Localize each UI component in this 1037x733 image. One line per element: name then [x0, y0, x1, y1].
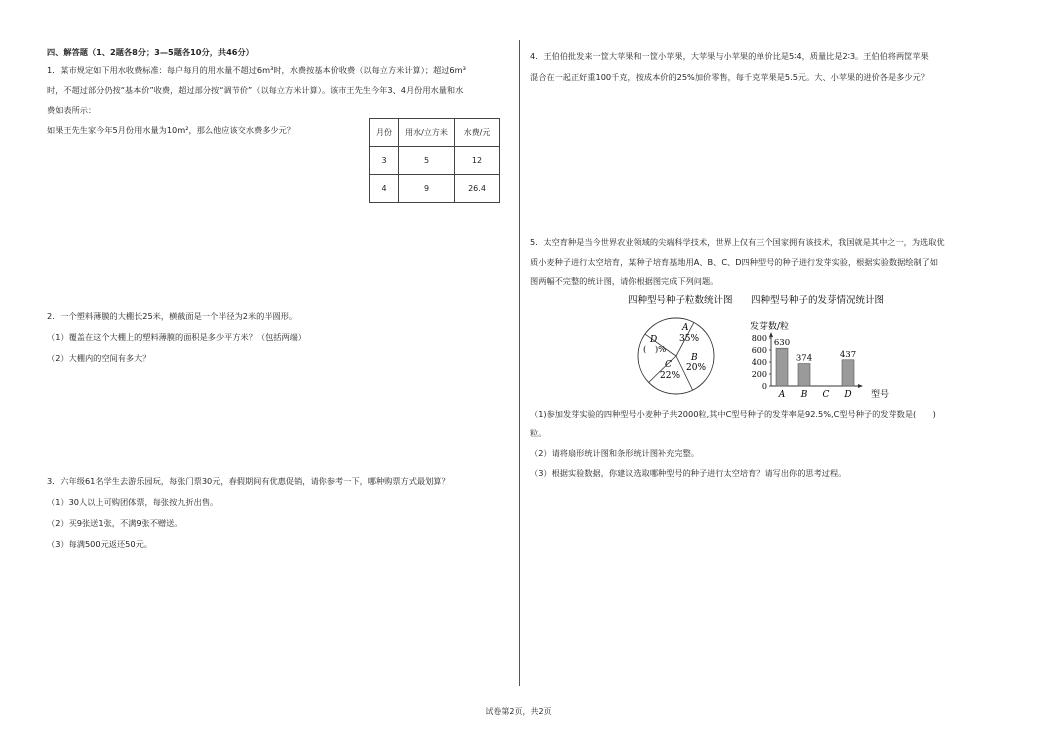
q2-line1: 2．一个塑料薄膜的大棚长25米，横截面是一个半径为2米的半圆形。 [47, 311, 298, 321]
water-fee-table [369, 118, 500, 203]
pie-chart [638, 318, 714, 394]
q5-part2: （2）请将扇形统计图和条形统计图补充完整。 [530, 448, 699, 458]
bar-chart-ylabel: 发芽数/粒 [750, 322, 790, 332]
table-header-fee: 水费/元 [455, 119, 500, 147]
table-cell: 9 [399, 175, 455, 203]
x-tick-label: D [844, 390, 852, 400]
q2-part1: （1）覆盖在这个大棚上的塑料薄膜的面积是多少平方米？（包括两端） [47, 332, 307, 342]
q5-part1-line1: （1)参加发芽实验的四种型号小麦种子共2000粒,其中C型号种子的发芽率是92.5%,C型号种子的发芽数是( ) [530, 409, 936, 419]
q5-line2: 质小麦种子进行太空培育，某种子培育基地用A、B、C、D四种型号的种子进行发芽实验，根据实验数据绘制了如 [530, 257, 939, 267]
bar-a [776, 348, 788, 386]
pie-value-c: 22% [660, 371, 681, 381]
column-divider [519, 40, 520, 686]
q5-line1: 5．太空育种是当今世界农业领域的尖端科学技术，世界上仅有三个国家拥有该技术，我国就是其中之一，为选取优 [530, 237, 945, 247]
bar-b [798, 364, 810, 386]
q1-line4: 如果王先生家今年5月份用水量为10m²，那么他应该交水费多少元？ [47, 125, 295, 135]
bar-chart-title: 四种型号种子的发芽情况统计图 [751, 295, 885, 306]
q5-line3: 图两幅不完整的统计图，请你根据图完成下列问题。 [530, 276, 719, 286]
bar-value-label: 630 [773, 338, 791, 349]
table-cell: 4 [370, 175, 399, 203]
bar-value-label: 374 [795, 353, 813, 364]
bar-d [842, 360, 854, 386]
table-cell: 3 [370, 147, 399, 175]
q5-part3: （3）根据实验数据，你建议选取哪种型号的种子进行太空培育？请写出你的思考过程。 [530, 468, 847, 478]
y-tick-label: 600 [751, 346, 767, 355]
table-cell: 12 [455, 147, 500, 175]
pie-value-a: 35% [679, 334, 700, 344]
table-row [370, 147, 500, 175]
y-tick-label: 400 [751, 358, 767, 367]
q3-part2: （2）买9张送1张，不满9张不赠送。 [47, 518, 183, 528]
q3-part3: （3）每满500元返还50元。 [47, 539, 152, 549]
pie-label-b: B [691, 353, 698, 363]
y-tick-label: 800 [751, 334, 767, 343]
table-header-volume: 用水/立方米 [399, 119, 455, 147]
table-cell: 5 [399, 147, 455, 175]
q2-part2: （2）大棚内的空间有多大？ [47, 353, 151, 363]
q5-part1-line2: 粒。 [530, 428, 547, 438]
q4-line2: 混合在一起正好重100千克，按成本价的25%加价零售，每千克苹果是5.5元。大、小苹果的进价各是多少元？ [530, 72, 929, 82]
pie-label-d: D [650, 335, 658, 345]
table-header-row [370, 119, 500, 147]
x-axis-arrow [858, 384, 863, 388]
y-tick-label: 0 [761, 382, 767, 391]
y-tick-label: 200 [751, 370, 767, 379]
q4-line1: 4．王伯伯批发来一筐大苹果和一筐小苹果，大苹果与小苹果的单价比是5∶4，质量比是2∶3。王伯伯将两筐苹果 [530, 51, 929, 61]
q1-line3: 费如表所示： [47, 105, 97, 115]
bar-chart [750, 320, 889, 400]
table-header-month: 月份 [370, 119, 399, 147]
pie-label-c: C [665, 360, 672, 370]
pie-label-a: A [682, 323, 689, 333]
x-tick-label: B [800, 390, 808, 400]
seed-charts [620, 291, 910, 403]
table-row [370, 175, 500, 203]
q3-line1: 3．六年级61名学生去游乐园玩，每张门票30元，春假期间有优惠促销，请你参考一下，哪种购票方式最划算？ [47, 476, 450, 486]
section-title: 四、解答题（1、2题各8分；3—5题各10分，共46分） [47, 47, 254, 57]
pie-chart-title: 四种型号种子粒数统计图 [628, 295, 733, 306]
q1-line1: 1．某市规定如下用水收费标准：每户每月的用水量不超过6m³时，水费按基本价收费（以每立方米计算）；超过6m³ [47, 65, 466, 75]
x-tick-label: C [822, 390, 830, 400]
page-footer: 试卷第2页，共2页 [485, 707, 552, 716]
bar-chart-xlabel: 型号 [871, 390, 890, 400]
q1-line2: 时，不超过部分仍按“基本价”收费，超过部分按“调节价”（以每立方米计算）。该市王先生今年3、4月份用水量和水 [47, 85, 464, 95]
x-tick-label: A [778, 390, 786, 400]
bar-value-label: 437 [839, 349, 857, 360]
pie-value-d: ( )% [643, 345, 667, 355]
table-cell: 26.4 [455, 175, 500, 203]
q3-part1: （1）30人以上可购团体票，每张按九折出售。 [47, 497, 219, 507]
pie-value-b: 20% [686, 363, 707, 373]
y-axis-arrow [769, 332, 773, 337]
